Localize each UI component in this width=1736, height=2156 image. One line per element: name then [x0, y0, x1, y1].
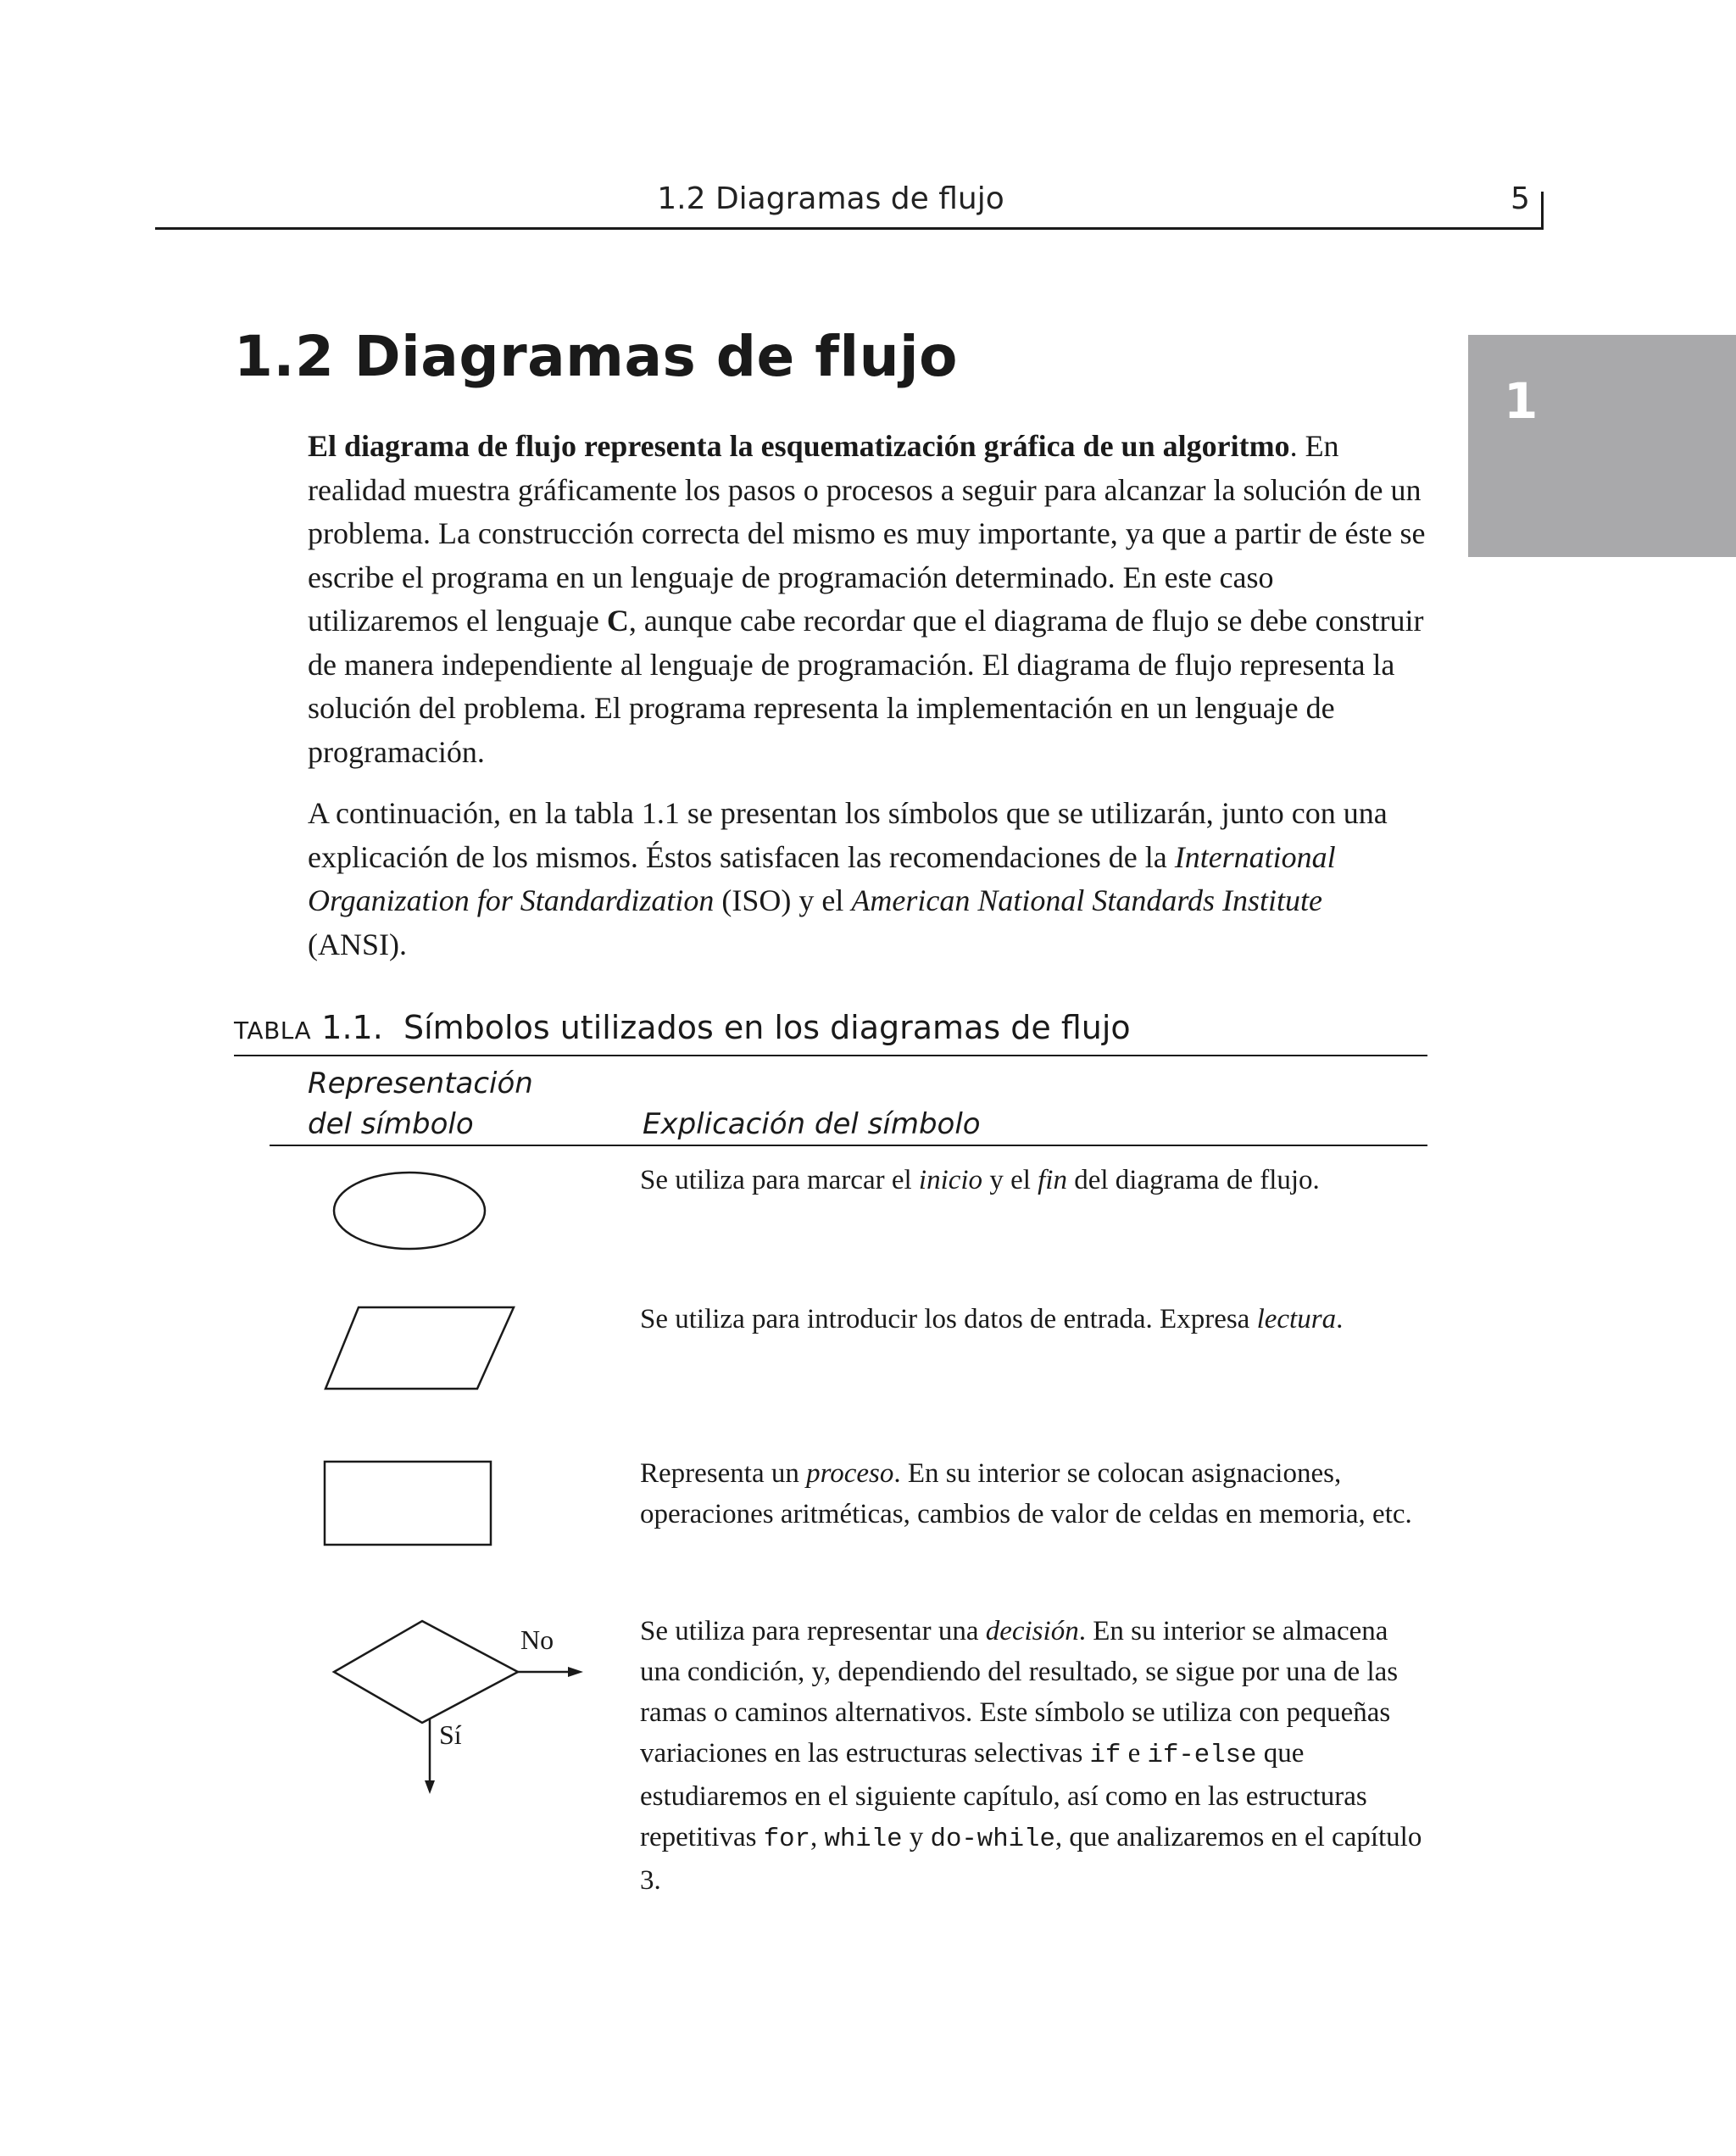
paragraph-text: A continuación, en la tabla 1.1 se presentan los símbolos que se utilizarán, junto con una explicación de los mismos. Éstos satisfacen las recomendaciones de la: [308, 796, 1388, 874]
row-text: y: [902, 1822, 931, 1852]
row-text: que estudiaremos en el siguiente capítulo, así como en las estructuras repetitivas: [640, 1738, 1367, 1852]
row-italic-term: proceso: [806, 1458, 894, 1489]
header-rule: [155, 227, 1544, 230]
code-keyword: for: [763, 1825, 810, 1854]
row-text: Se utiliza para introducir los datos de entrada. Expresa: [640, 1304, 1257, 1334]
iso-name: International Organization for Standardization: [308, 839, 1336, 917]
section-title: 1.2 Diagramas de flujo: [234, 324, 959, 389]
running-header-title: 1.2 Diagramas de flujo: [657, 181, 1004, 216]
row-text: Se utiliza para representar una: [640, 1616, 986, 1646]
chapter-tab-number: 1: [1504, 372, 1538, 430]
code-keyword: do-while: [930, 1825, 1055, 1854]
code-keyword: while: [824, 1825, 903, 1854]
code-keyword: if: [1089, 1741, 1121, 1770]
paragraph-text: , aunque cabe recordar que el diagrama de flujo se debe construir de manera independiente al lenguaje de programación. El diagrama de flujo representa la solución del problema. El programa representa la implementación en un lenguaje de programación.: [308, 604, 1424, 769]
table-row-process-explanation: [640, 1453, 1428, 1535]
row-text: , que analizaremos en el capítulo 3.: [640, 1822, 1422, 1896]
row-text: Representa un: [640, 1458, 807, 1489]
column-header-symbol: [308, 1063, 613, 1145]
row-text: e: [1121, 1738, 1148, 1769]
terminal-ellipse-symbol: [331, 1170, 492, 1255]
table-row-terminal-explanation: [640, 1160, 1428, 1201]
column-header-symbol-line2: del símbolo: [308, 1107, 474, 1141]
row-italic-term: inicio: [918, 1165, 983, 1195]
column-header-explanation: Explicación del símbolo: [643, 1107, 981, 1141]
row-italic-term: decisión: [985, 1616, 1079, 1646]
header-tick: [1541, 192, 1544, 230]
row-text: . En su interior se almacena una condición, y, dependiendo del resultado, se sigue por una de las ramas o caminos alternativos. Este símbolo se utiliza con pequeñas variaciones en las estructuras selectivas: [640, 1616, 1399, 1769]
paragraph-text: . En realidad muestra gráficamente los pasos o procesos a seguir para alcanzar la solución de un problema. La construcción correcta del mismo es muy importante, ya que a partir de éste se escribe el programa en un lenguaje de programación determinado. En este caso utilizaremos el lenguaje: [308, 429, 1426, 638]
row-text: ,: [810, 1822, 825, 1852]
table-row-decision-explanation: [640, 1611, 1428, 1901]
decision-no-label: No: [520, 1624, 554, 1655]
input-parallelogram-symbol: [322, 1304, 526, 1397]
row-text: .: [1336, 1304, 1344, 1334]
table-caption-number: 1.1.: [311, 1009, 383, 1046]
code-keyword: if-else: [1147, 1741, 1257, 1770]
paragraph-definition: [308, 425, 1427, 774]
column-header-symbol-line1: Representación: [308, 1067, 533, 1100]
row-text: del diagrama de flujo.: [1066, 1165, 1320, 1195]
language-name: C: [606, 604, 629, 638]
table-header-rule: [270, 1145, 1427, 1146]
paragraph-standards: [308, 792, 1427, 967]
process-rectangle-symbol: [322, 1458, 500, 1552]
row-text: y el: [982, 1165, 1038, 1195]
paragraph-text: (ISO) y el: [714, 883, 852, 917]
paragraph-text: (ANSI).: [308, 927, 407, 961]
ansi-name: American National Standards Institute: [851, 883, 1323, 917]
row-text: Se utiliza para marcar el: [640, 1165, 919, 1195]
decision-diamond-symbol: [331, 1611, 602, 1806]
chapter-tab: [1468, 335, 1736, 557]
table-caption-text: Símbolos utilizados en los diagramas de flujo: [382, 1009, 1131, 1046]
row-text: . En su interior se colocan asignaciones, operaciones aritméticas, cambios de valor de celdas en memoria, etc.: [640, 1458, 1412, 1529]
table-row-input-explanation: [640, 1299, 1428, 1340]
decision-yes-label: Sí: [439, 1719, 462, 1750]
row-italic-term: fin: [1038, 1165, 1067, 1195]
page-number: 5: [1511, 181, 1530, 216]
table-caption: [234, 1009, 1131, 1046]
table-caption-prefix: TABLA: [234, 1017, 312, 1045]
table-top-rule: [234, 1055, 1427, 1056]
definition-bold: El diagrama de flujo representa la esquematización gráfica de un algoritmo: [308, 429, 1290, 463]
row-italic-term: lectura: [1256, 1304, 1337, 1334]
